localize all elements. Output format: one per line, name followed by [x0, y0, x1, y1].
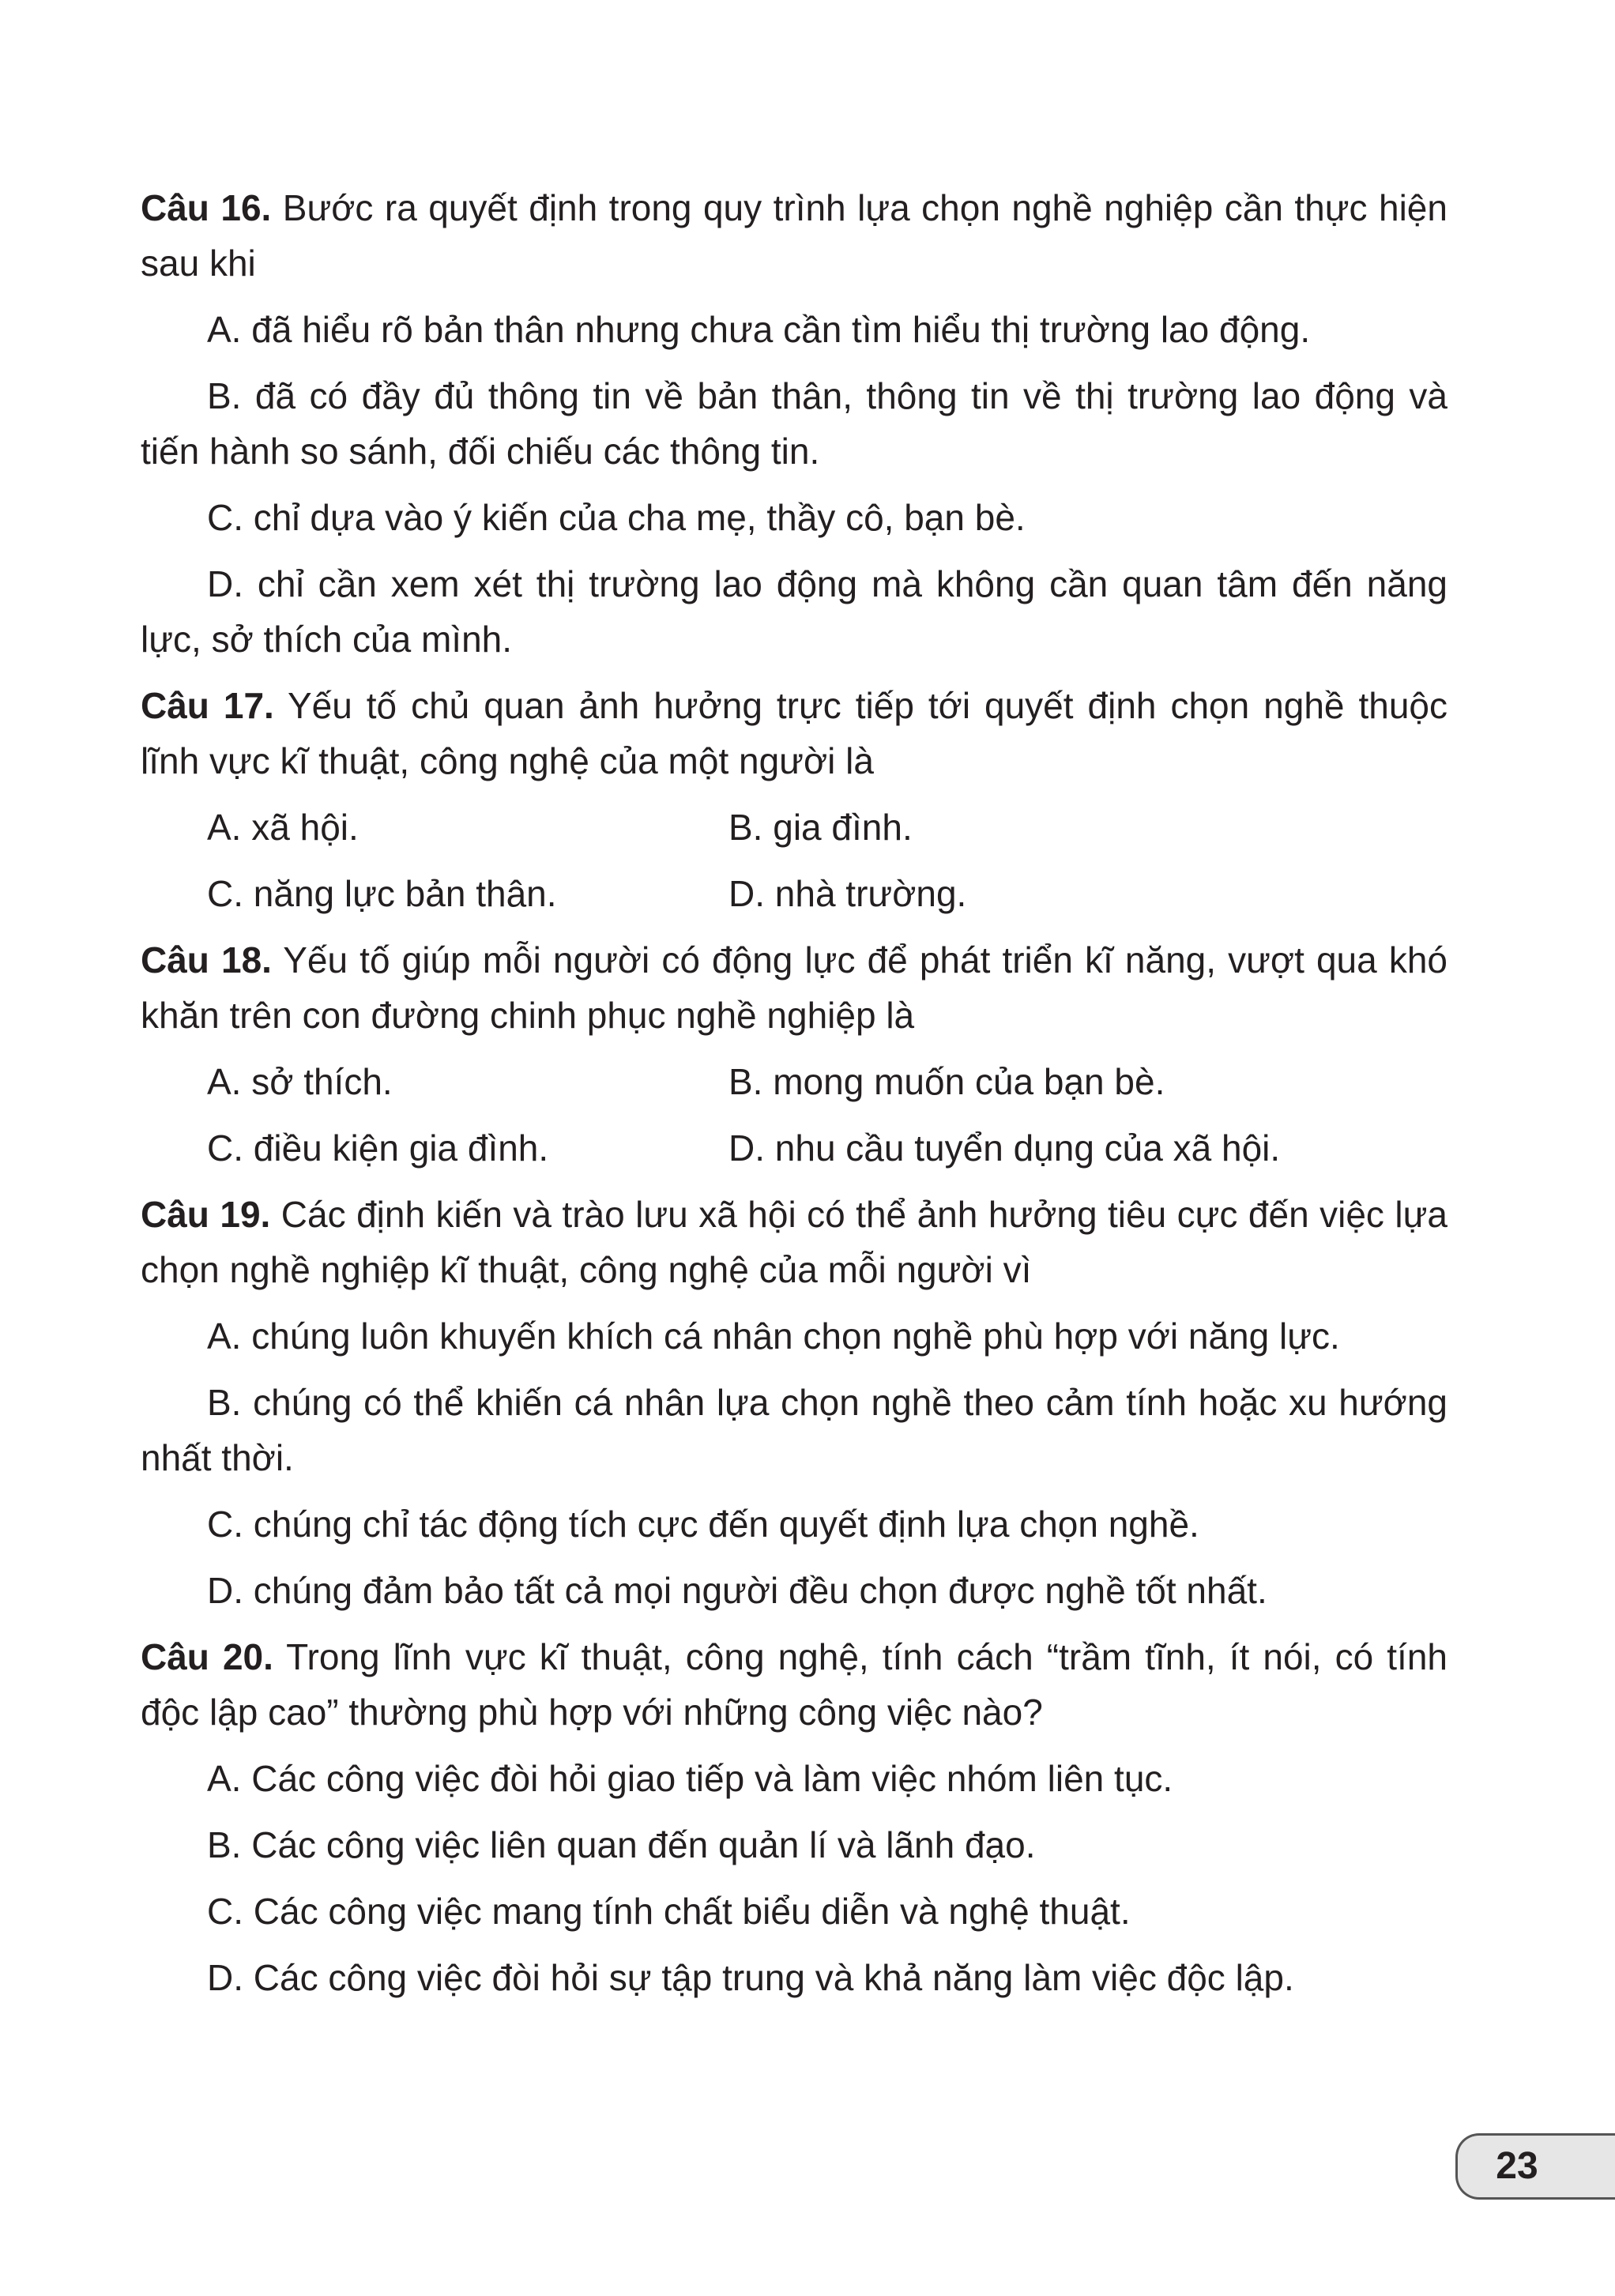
option-c: C. chỉ dựa vào ý kiến của cha mẹ, thầy cô, bạn bè. — [207, 497, 1026, 538]
option-c: C. điều kiện gia đình. — [207, 1127, 549, 1169]
option-c: C. năng lực bản thân. — [207, 873, 557, 914]
option-d: D. nhà trường. — [728, 873, 967, 914]
page-number-tab — [1455, 2133, 1615, 2200]
option-d: D. nhu cầu tuyển dụng của xã hội. — [728, 1127, 1281, 1169]
option-b: B. gia đình. — [728, 807, 913, 848]
question-label: Câu 20. — [141, 1636, 273, 1677]
question-20 — [141, 1629, 1447, 2005]
question-stem — [141, 678, 1447, 789]
question-stem — [141, 1187, 1447, 1297]
question-label: Câu 16. — [141, 187, 272, 228]
question-19 — [141, 1187, 1447, 1618]
option-d: D. Các công việc đòi hỏi sự tập trung và khả năng làm việc độc lập. — [207, 1957, 1294, 1998]
question-stem — [141, 932, 1447, 1043]
question-stem — [141, 1629, 1447, 1740]
question-text: Yếu tố giúp mỗi người có động lực để phát triển kĩ năng, vượt qua khó khăn trên con đường chinh phục nghề nghiệp là — [141, 939, 1447, 1036]
option-b: B. đã có đầy đủ thông tin về bản thân, thông tin về thị trường lao động và tiến hành so sánh, đối chiếu các thông tin. — [141, 375, 1447, 472]
option-a: A. Các công việc đòi hỏi giao tiếp và làm việc nhóm liên tục. — [207, 1758, 1173, 1799]
option-a: A. chúng luôn khuyến khích cá nhân chọn nghề phù hợp với năng lực. — [207, 1315, 1340, 1357]
option-a: A. sở thích. — [207, 1061, 393, 1102]
question-stem — [141, 180, 1447, 291]
question-label: Câu 18. — [141, 939, 272, 981]
question-18 — [141, 932, 1447, 1176]
option-b: B. chúng có thể khiến cá nhân lựa chọn nghề theo cảm tính hoặc xu hướng nhất thời. — [141, 1382, 1447, 1478]
page-number: 23 — [1496, 2145, 1538, 2187]
option-a: A. xã hội. — [207, 807, 359, 848]
option-c: C. Các công việc mang tính chất biểu diễn và nghệ thuật. — [207, 1891, 1131, 1932]
option-c: C. chúng chỉ tác động tích cực đến quyết định lựa chọn nghề. — [207, 1504, 1199, 1545]
option-d: D. chúng đảm bảo tất cả mọi người đều chọn được nghề tốt nhất. — [207, 1570, 1267, 1611]
option-a: A. đã hiểu rõ bản thân nhưng chưa cần tìm hiểu thị trường lao động. — [207, 309, 1311, 350]
question-label: Câu 17. — [141, 685, 274, 726]
option-d: D. chỉ cần xem xét thị trường lao động mà không cần quan tâm đến năng lực, sở thích của mình. — [141, 563, 1447, 660]
page-content — [141, 180, 1447, 2016]
question-text: Bước ra quyết định trong quy trình lựa chọn nghề nghiệp cần thực hiện sau khi — [141, 187, 1447, 284]
question-text: Yếu tố chủ quan ảnh hưởng trực tiếp tới quyết định chọn nghề thuộc lĩnh vực kĩ thuật, công nghệ của một người là — [141, 685, 1447, 781]
options-grid — [141, 800, 1447, 921]
question-text: Các định kiến và trào lưu xã hội có thể ảnh hưởng tiêu cực đến việc lựa chọn nghề nghiệp kĩ thuật, công nghệ của mỗi người vì — [141, 1194, 1447, 1290]
options-grid — [141, 1054, 1447, 1176]
question-17 — [141, 678, 1447, 921]
option-b: B. Các công việc liên quan đến quản lí và lãnh đạo. — [207, 1824, 1036, 1865]
question-label: Câu 19. — [141, 1194, 271, 1235]
question-16 — [141, 180, 1447, 667]
question-text: Trong lĩnh vực kĩ thuật, công nghệ, tính cách “trầm tĩnh, ít nói, có tính độc lập cao” thường phù hợp với những công việc nào? — [141, 1636, 1447, 1733]
option-b: B. mong muốn của bạn bè. — [728, 1061, 1165, 1102]
